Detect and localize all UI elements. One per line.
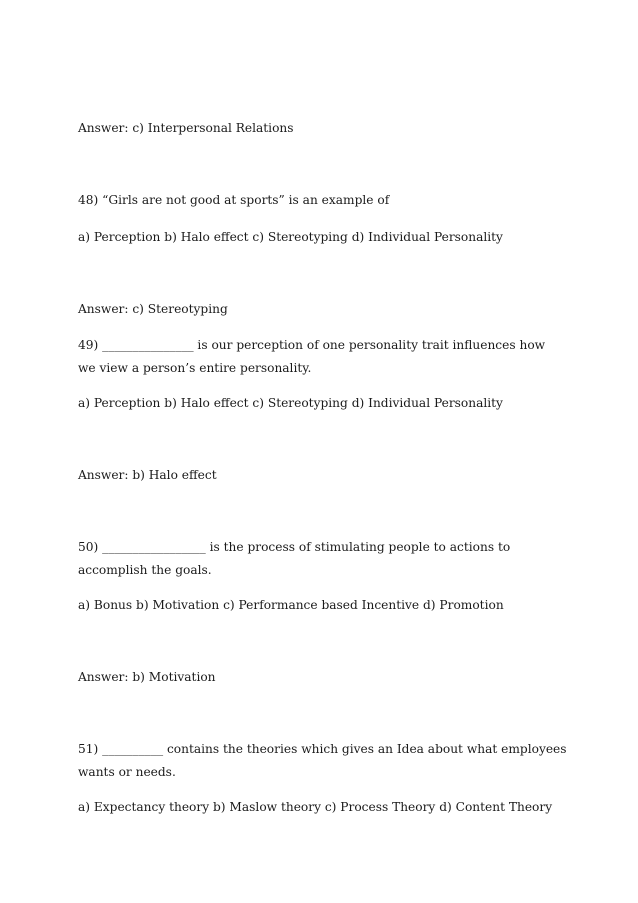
options-49: a) Perception b) Halo effect c) Stereotyping d) Individual Personality (78, 396, 503, 410)
answer-49: Answer: b) Halo effect (78, 468, 217, 482)
options-48: a) Perception b) Halo effect c) Stereotyping d) Individual Personality (78, 230, 503, 244)
question-51-line-2: wants or needs. (78, 765, 176, 779)
options-51: a) Expectancy theory b) Maslow theory c) Process Theory d) Content Theory (78, 800, 553, 814)
question-50-line-1: 50) _________________ is the process of stimulating people to actions to (78, 540, 511, 554)
answer-48: Answer: c) Stereotyping (78, 302, 228, 316)
answer-50: Answer: b) Motivation (78, 670, 216, 684)
question-49-line-1: 49) _______________ is our perception of one personality trait influences how (78, 338, 546, 352)
question-48: 48) “Girls are not good at sports” is an example of (78, 193, 390, 207)
question-51-line-1: 51) __________ contains the theories which gives an Idea about what employees (78, 742, 567, 756)
answer-47: Answer: c) Interpersonal Relations (78, 121, 294, 135)
question-49-line-2: we view a person’s entire personality. (78, 361, 312, 375)
question-50-line-2: accomplish the goals. (78, 563, 212, 577)
options-50: a) Bonus b) Motivation c) Performance based Incentive d) Promotion (78, 598, 504, 612)
